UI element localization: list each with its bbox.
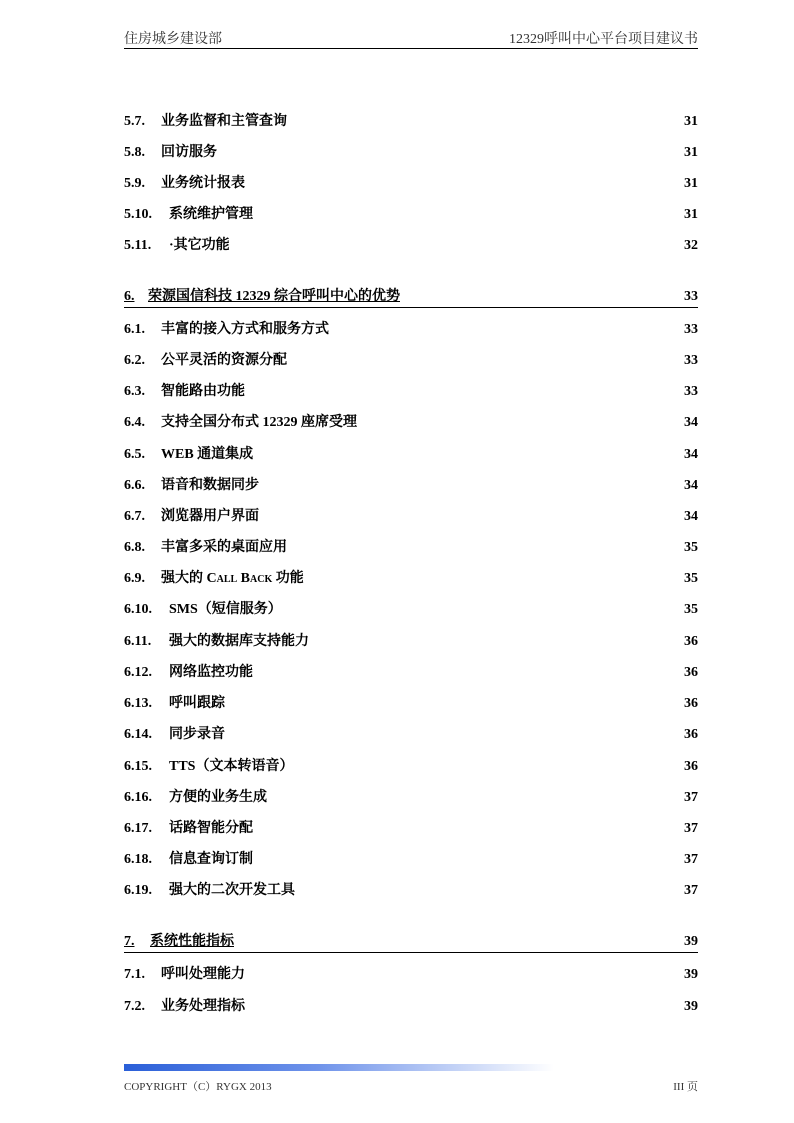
toc-entry[interactable]: 6.17. 话路智能分配 37 <box>124 821 698 836</box>
toc-entry[interactable]: 5.7. 业务监督和主管查询 31 <box>124 114 698 129</box>
toc-entry[interactable]: 6.3. 智能路由功能 33 <box>124 384 698 399</box>
toc-entry[interactable]: 6.12. 网络监控功能 36 <box>124 665 698 680</box>
toc-entry[interactable]: 5.9. 业务统计报表 31 <box>124 176 698 191</box>
toc-entry[interactable]: 7.2. 业务处理指标 39 <box>124 999 698 1014</box>
toc-entry[interactable]: 6.4. 支持全国分布式 12329 座席受理 34 <box>124 415 698 430</box>
toc-entry[interactable]: 6.2. 公平灵活的资源分配 33 <box>124 353 698 368</box>
toc-entry[interactable]: 6.11. 强大的数据库支持能力 36 <box>124 634 698 649</box>
toc-entry[interactable]: 6.10. SMS（短信服务） 35 <box>124 602 698 617</box>
page-header <box>124 24 698 49</box>
toc-entry[interactable]: 6.16. 方便的业务生成 37 <box>124 790 698 805</box>
toc-entry[interactable]: 6.19. 强大的二次开发工具 37 <box>124 883 698 898</box>
toc-entry[interactable]: 6.18. 信息查询订制 37 <box>124 852 698 867</box>
toc-entry[interactable]: 5.10. 系统维护管理 31 <box>124 207 698 222</box>
header-doc-title: 12329呼叫中心平台项目建议书 <box>509 32 698 47</box>
header-org: 住房城乡建设部 <box>124 32 222 47</box>
footer-page-number: III 页 <box>673 1081 698 1093</box>
toc-entry[interactable]: 6.6. 语音和数据同步 34 <box>124 478 698 493</box>
toc-chapter-entry[interactable]: 6. 荣源国信科技 12329 综合呼叫中心的优势 33 <box>124 287 698 308</box>
toc-entry[interactable]: 6.14. 同步录音 36 <box>124 727 698 742</box>
toc-entry[interactable]: 6.9. 强大的 Call Back 功能 35 <box>124 571 698 586</box>
footer-copyright: COPYRIGHT（C）RYGX 2013 <box>124 1081 272 1093</box>
toc-entry[interactable]: 5.11. ·其它功能 32 <box>124 238 698 253</box>
toc-entry[interactable]: 6.1. 丰富的接入方式和服务方式 33 <box>124 322 698 337</box>
toc-entry[interactable]: 6.13. 呼叫跟踪 36 <box>124 696 698 711</box>
toc-entry[interactable]: 7.1. 呼叫处理能力 39 <box>124 967 698 982</box>
footer-gradient-bar <box>124 1064 554 1071</box>
toc-entry[interactable]: 6.15. TTS（文本转语音） 36 <box>124 759 698 774</box>
toc-chapter-entry[interactable]: 7. 系统性能指标 39 <box>124 932 698 953</box>
toc-entry[interactable]: 6.8. 丰富多采的桌面应用 35 <box>124 540 698 555</box>
toc-entry[interactable]: 5.8. 回访服务 31 <box>124 145 698 160</box>
toc-entry[interactable]: 6.7. 浏览器用户界面 34 <box>124 509 698 524</box>
toc-entry[interactable]: 6.5. WEB 通道集成 34 <box>124 447 698 462</box>
